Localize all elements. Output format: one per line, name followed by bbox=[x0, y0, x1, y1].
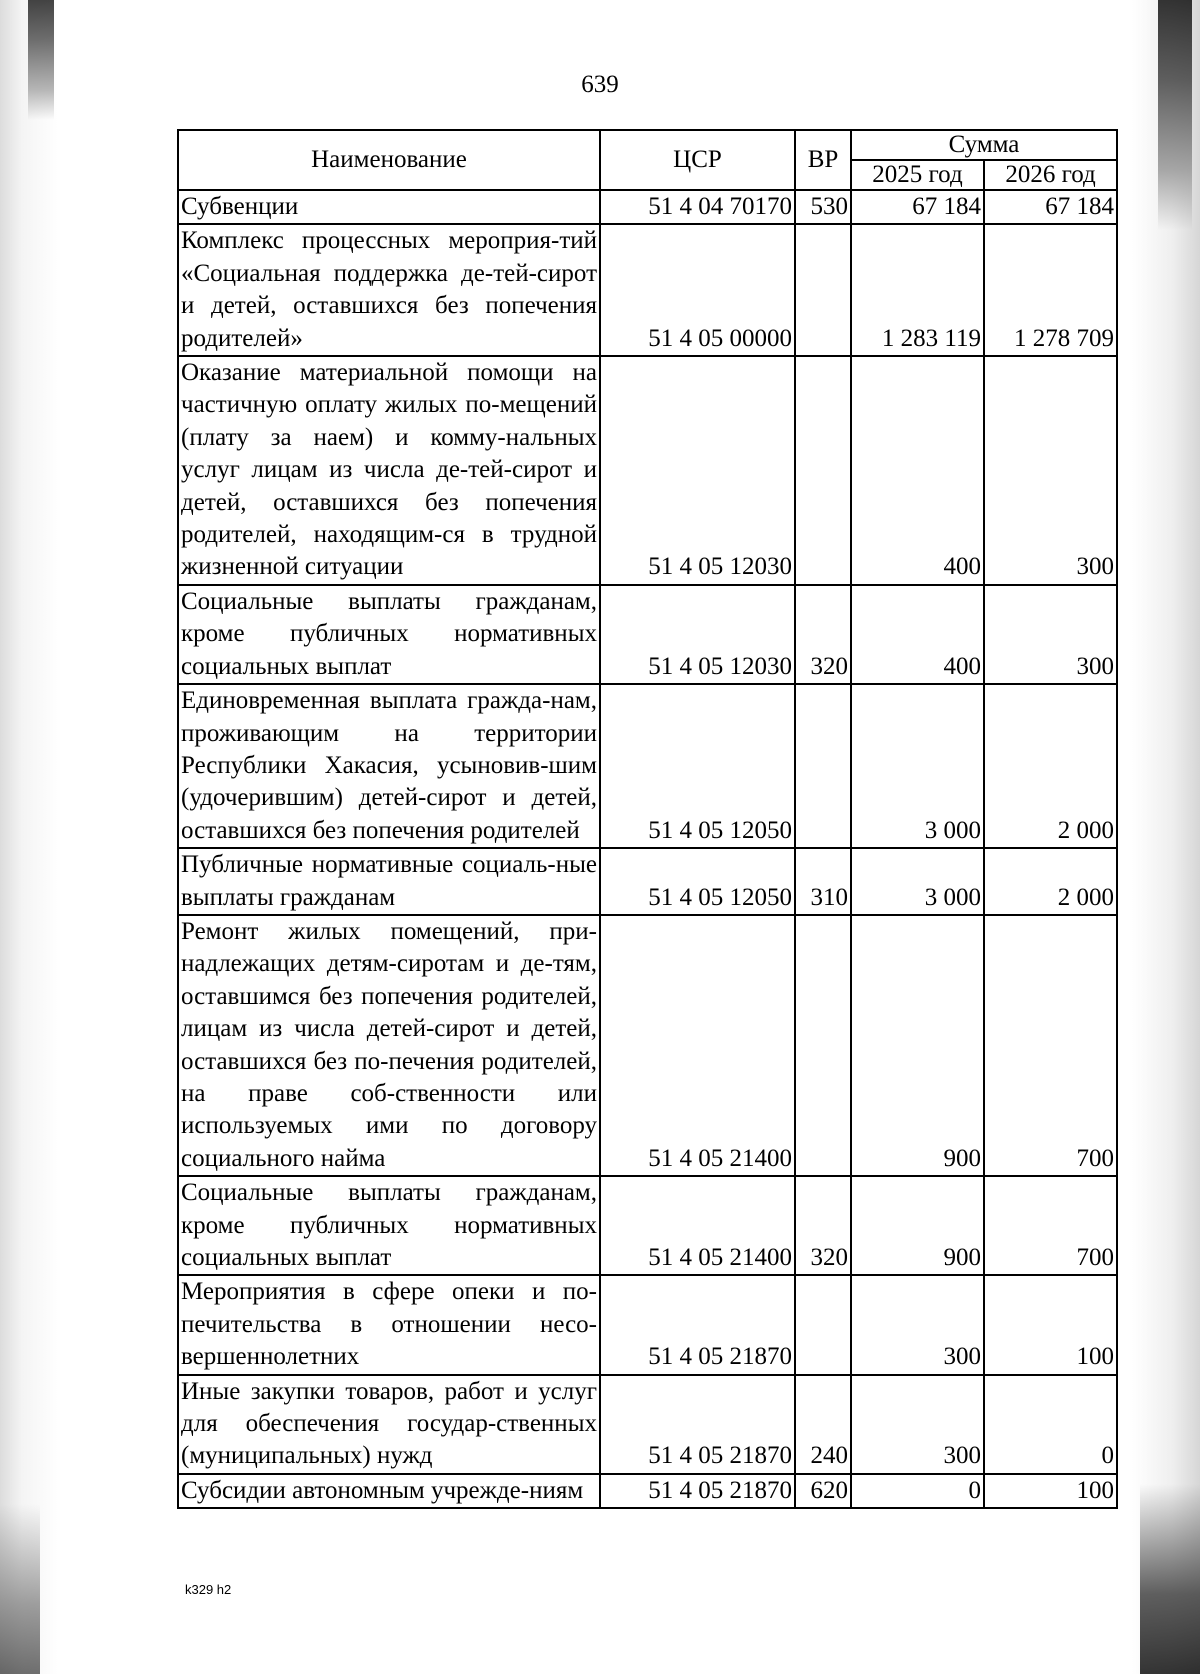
budget-table bbox=[177, 129, 1118, 1509]
row-name: Субвенции bbox=[178, 190, 600, 224]
scan-right-edge-shadow bbox=[1130, 0, 1200, 1674]
row-vr: 530 bbox=[795, 190, 851, 224]
row-name: Иные закупки товаров, работ и услуг для обеспечения государ-ственных (муниципальных) нужд bbox=[178, 1375, 600, 1474]
row-csr: 51 4 05 12050 bbox=[600, 684, 795, 848]
row-vr: 310 bbox=[795, 848, 851, 915]
row-sum-2025: 3 000 bbox=[851, 848, 984, 915]
table-row bbox=[178, 684, 1117, 848]
row-sum-2026: 300 bbox=[984, 356, 1117, 585]
row-name: Единовременная выплата гражда-нам, проживающим на территории Республики Хакасия, усыновив-шим (удочерившим) детей-сирот и детей, оставшихся без попечения родителей bbox=[178, 684, 600, 848]
row-csr: 51 4 05 12050 bbox=[600, 848, 795, 915]
row-csr: 51 4 05 00000 bbox=[600, 224, 795, 356]
row-vr bbox=[795, 1275, 851, 1374]
row-name: Социальные выплаты гражданам, кроме публичных нормативных социальных выплат bbox=[178, 1176, 600, 1275]
row-sum-2025: 1 283 119 bbox=[851, 224, 984, 356]
row-sum-2025: 0 bbox=[851, 1474, 984, 1508]
row-name: Комплекс процессных мероприя-тий «Социальная поддержка де-тей-сирот и детей, оставшихся без попечения родителей» bbox=[178, 224, 600, 356]
row-sum-2026: 67 184 bbox=[984, 190, 1117, 224]
row-vr bbox=[795, 224, 851, 356]
row-csr: 51 4 05 21870 bbox=[600, 1474, 795, 1508]
row-sum-2025: 900 bbox=[851, 1176, 984, 1275]
row-csr: 51 4 05 12030 bbox=[600, 356, 795, 585]
row-vr: 240 bbox=[795, 1375, 851, 1474]
row-vr bbox=[795, 684, 851, 848]
row-sum-2026: 1 278 709 bbox=[984, 224, 1117, 356]
header-year-2026: 2026 год bbox=[984, 160, 1117, 190]
scan-corner-mark-top-right bbox=[1158, 0, 1192, 230]
row-sum-2025: 900 bbox=[851, 915, 984, 1176]
row-sum-2025: 67 184 bbox=[851, 190, 984, 224]
table-row bbox=[178, 915, 1117, 1176]
row-vr: 620 bbox=[795, 1474, 851, 1508]
row-csr: 51 4 05 21870 bbox=[600, 1275, 795, 1374]
header-sum: Сумма bbox=[851, 130, 1117, 160]
table-row bbox=[178, 224, 1117, 356]
footer-document-code: k329 h2 bbox=[185, 1582, 232, 1597]
table-row bbox=[178, 1474, 1117, 1508]
scan-corner-mark-top-left bbox=[28, 0, 54, 120]
row-vr bbox=[795, 915, 851, 1176]
table-row bbox=[178, 585, 1117, 684]
row-sum-2025: 400 bbox=[851, 356, 984, 585]
table-header bbox=[178, 130, 1117, 190]
row-name: Оказание материальной помощи на частичную оплату жилых по-мещений (плату за наем) и комму-нальных услуг лицам из числа де-тей-сирот и детей, оставшихся без попечения родителей, находящим-ся в трудной жизненной ситуации bbox=[178, 356, 600, 585]
row-vr bbox=[795, 356, 851, 585]
row-name: Публичные нормативные социаль-ные выплаты гражданам bbox=[178, 848, 600, 915]
row-sum-2025: 3 000 bbox=[851, 684, 984, 848]
header-csr: ЦСР bbox=[600, 130, 795, 190]
page-number: 639 bbox=[581, 71, 619, 98]
row-sum-2026: 0 bbox=[984, 1375, 1117, 1474]
scan-corner-mark-bottom-left bbox=[0, 1504, 40, 1674]
row-sum-2026: 100 bbox=[984, 1275, 1117, 1374]
row-sum-2026: 2 000 bbox=[984, 684, 1117, 848]
table-row bbox=[178, 356, 1117, 585]
row-sum-2026: 300 bbox=[984, 585, 1117, 684]
scan-left-edge-shadow bbox=[0, 0, 60, 1674]
header-vr: ВР bbox=[795, 130, 851, 190]
row-csr: 51 4 05 21400 bbox=[600, 915, 795, 1176]
row-csr: 51 4 05 21400 bbox=[600, 1176, 795, 1275]
table-row bbox=[178, 1275, 1117, 1374]
row-sum-2026: 700 bbox=[984, 1176, 1117, 1275]
row-vr: 320 bbox=[795, 585, 851, 684]
table-row bbox=[178, 848, 1117, 915]
row-sum-2025: 300 bbox=[851, 1375, 984, 1474]
row-name: Социальные выплаты гражданам, кроме публичных нормативных социальных выплат bbox=[178, 585, 600, 684]
row-name: Ремонт жилых помещений, при-надлежащих детям-сиротам и де-тям, оставшимся без попечения родителей, лицам из числа детей-сирот и детей, оставшихся без по-печения родителей, на праве соб-ственности или используемых ими по договору социального найма bbox=[178, 915, 600, 1176]
table-row bbox=[178, 1375, 1117, 1474]
table-row bbox=[178, 1176, 1117, 1275]
row-name: Субсидии автономным учрежде-ниям bbox=[178, 1474, 600, 1508]
header-year-2025: 2025 год bbox=[851, 160, 984, 190]
row-csr: 51 4 04 70170 bbox=[600, 190, 795, 224]
row-name: Мероприятия в сфере опеки и по-печительства в отношении несо-вершеннолетних bbox=[178, 1275, 600, 1374]
table-row bbox=[178, 190, 1117, 224]
row-sum-2026: 100 bbox=[984, 1474, 1117, 1508]
header-name: Наименование bbox=[178, 130, 600, 190]
row-sum-2025: 400 bbox=[851, 585, 984, 684]
row-sum-2025: 300 bbox=[851, 1275, 984, 1374]
row-sum-2026: 700 bbox=[984, 915, 1117, 1176]
row-csr: 51 4 05 12030 bbox=[600, 585, 795, 684]
scan-corner-mark-bottom-right bbox=[1140, 1484, 1200, 1674]
row-sum-2026: 2 000 bbox=[984, 848, 1117, 915]
row-csr: 51 4 05 21870 bbox=[600, 1375, 795, 1474]
row-vr: 320 bbox=[795, 1176, 851, 1275]
